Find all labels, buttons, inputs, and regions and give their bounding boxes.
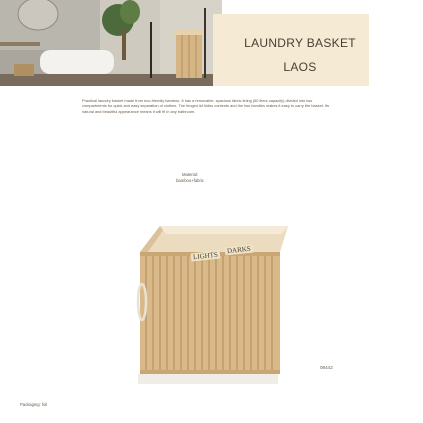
lid-label-darks: DARKS [226,244,252,256]
title-box [213,14,369,86]
material-value: bamboo+fabric [176,178,204,183]
product-subtitle: LAOS [283,60,317,74]
lifestyle-photo [0,0,222,86]
lid-label-lights: LIGHTS [192,250,219,262]
packaging-info: Packaging: foil [20,402,48,407]
product-title: LAUNDRY BASKET [244,36,356,50]
material-label: Material: [181,172,199,177]
product-code: 08442 [320,365,333,370]
bamboo-basket-image [132,224,288,386]
product-description: Practical laundry basket made from eco-friendly bamboo. It has a removable, spacious fabric lining (60 liters capacity) divided into two compartments for quick and easy separation of clothes. The hinged lid hides contents and the two handles makes it easy to carry the basket. Its natural and beautiful appearance means it will fit in any bathroom. [82,98,330,114]
